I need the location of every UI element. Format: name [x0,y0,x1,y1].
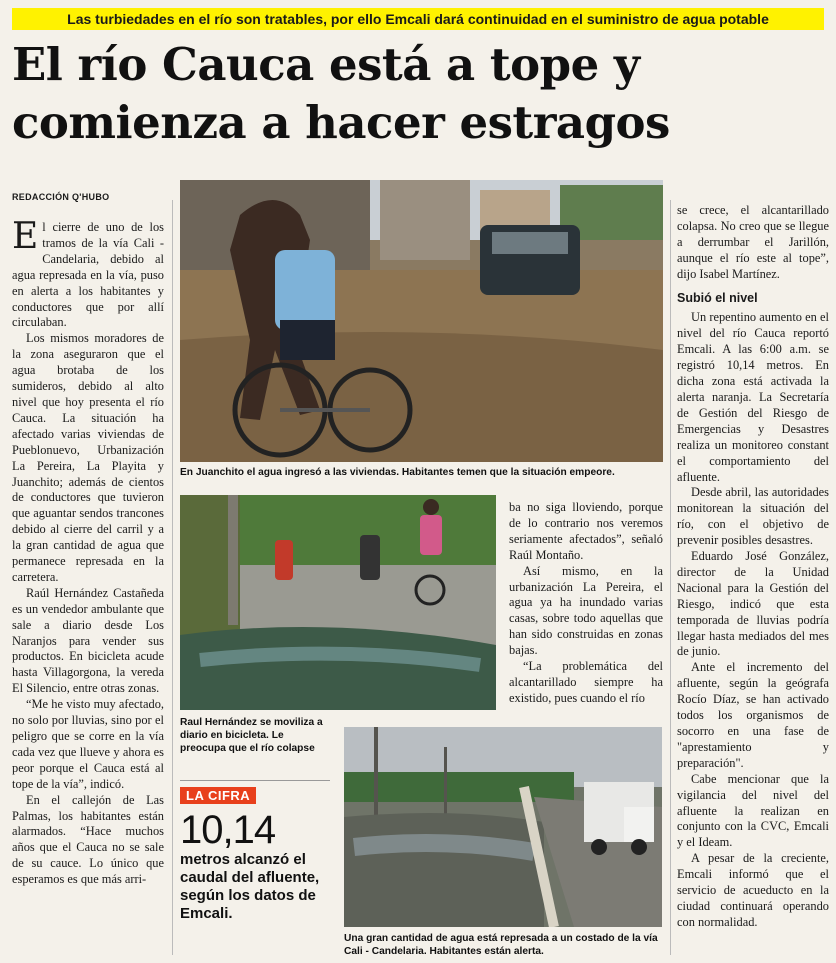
paragraph: “La problemática del alcantarillado siempre ha existido, pues cuando el río [509,659,663,705]
dropcap: E [12,216,39,257]
photo-caption: En Juanchito el agua ingresó a las viviendas. Habitantes temen que la situación empeore. [180,467,615,478]
paragraph: Un repentino aumento en el nivel del río Cauca reportó Emcali. A las 6:00 a.m. se registró 10,14 metros. En dicha zona está activada la alerta naranja. La Secretaría de Gestión del Riesgo de Emergencias y Desastres realiza un monitoreo constant el comportamiento del afluente. [677,310,829,484]
paragraph: Así mismo, en la urbanización La Pereira, el agua ya ha inundado varias casas, sobre todo aquellas que han sido construidas en zonas bajas. [509,563,663,658]
paragraph: ba no siga lloviendo, porque de lo contrario nos veremos seriamente afectados”, señaló Raúl Montaño. [509,500,663,562]
photo-caption: Una gran cantidad de agua está represada a un costado de la vía Cali - Candelaria. Habitantes están alerta. [344,933,658,957]
paragraph: A pesar de la creciente, Emcali informó que el servicio de acueducto en la ciudad continuará operando con normalidad. [677,851,829,929]
paragraph: Ante el incremento del afluente, según la geógrafa Rocío Díaz, se han activado todos los organismos de socorro en una fase de "aprestamiento y preparación". [677,660,829,770]
figure-label: LA CIFRA [180,787,256,804]
kicker-banner: Las turbiedades en el río son tratables, por ello Emcali dará continuidad en el suministro de agua potable [12,8,824,30]
paragraph: “Me he visto muy afectado, no solo por lluvias, sino por el peligro que se corre en la vía cada vez que llueve y ahora es peor porque el Cauca está al tope de la vía”, indicó. [12,697,164,791]
figure-box [180,780,330,923]
article-column-2 [509,500,663,707]
subheading: Subió el nivel [677,290,758,305]
paragraph: se crece, el alcantarillado colapsa. No creo que se llegue a derrumbar el Jarillón, aunque el río este al tope”, dijo Isabel Martínez. [677,203,829,281]
column-divider [172,200,173,955]
paragraph: El cierre de uno de los tramos de la vía Cali - Candelaria, debido al agua represada en la vía, puso en alerta a los habitantes y conductores que por allí circulaban. [12,216,164,330]
figure-description: metros alcanzó el caudal del afluente, según los datos de Emcali. [180,851,320,922]
photo-flooded-street-cyclist [180,180,663,462]
paragraph: Eduardo José González, director de la Unidad Nacional para la Gestión del Riesgo, indicó que esta temporada de lluvias podría llegar hasta mediados del mes de junio. [677,549,829,659]
photo-caption: Raul Hernández se moviliza a diario en bicicleta. Le preocupa que el río colapse [180,717,323,754]
article-column-3 [677,203,829,931]
paragraph: Raúl Hernández Castañeda es un vendedor ambulante que sale a diario desde Los Naranjos para vender sus productos. En bicicleta acude hasta Villagorgona, la vereda El Silencio, entre otras zonas. [12,585,164,696]
photo-flooded-roadside-truck [344,727,662,927]
paragraph: Los mismos moradores de la zona aseguraron que el agua brotaba de los sumideros, debido al alto nivel que hoy presenta el río Cauca. La situación ha afectado varias viviendas de Pueblonuevo, Urbanización La Pereira, La Playita y Juanchito; además de cientos de conductores que tuvieron que aguantar sendos trancones debido al cierre del carril y a la gran cantidad de agua que permanece represada en la carretera. [12,331,164,584]
paragraph: Cabe mencionar que la vigilancia del nivel del afluente la realizan en conjunto con la CVC, Emcali y el Ideam. [677,771,829,850]
headline: El río Cauca está a tope y comienza a hacer estragos [12,38,670,149]
byline: REDACCIÓN Q'HUBO [12,192,110,202]
paragraph: Desde abril, las autoridades monitorean la situación del río, con el objetivo de prevenir posibles desastres. [677,485,829,548]
article-column-1 [12,216,164,888]
photo-road-motorcycles [180,495,496,710]
paragraph: En el callejón de Las Palmas, los habitantes están alarmados. “Hace muchos años que el Cauca no se sale de su cauce. Lo único que esperamos es que más arri- [12,792,164,887]
figure-value: 10,14 [180,808,276,852]
column-divider [670,200,671,955]
